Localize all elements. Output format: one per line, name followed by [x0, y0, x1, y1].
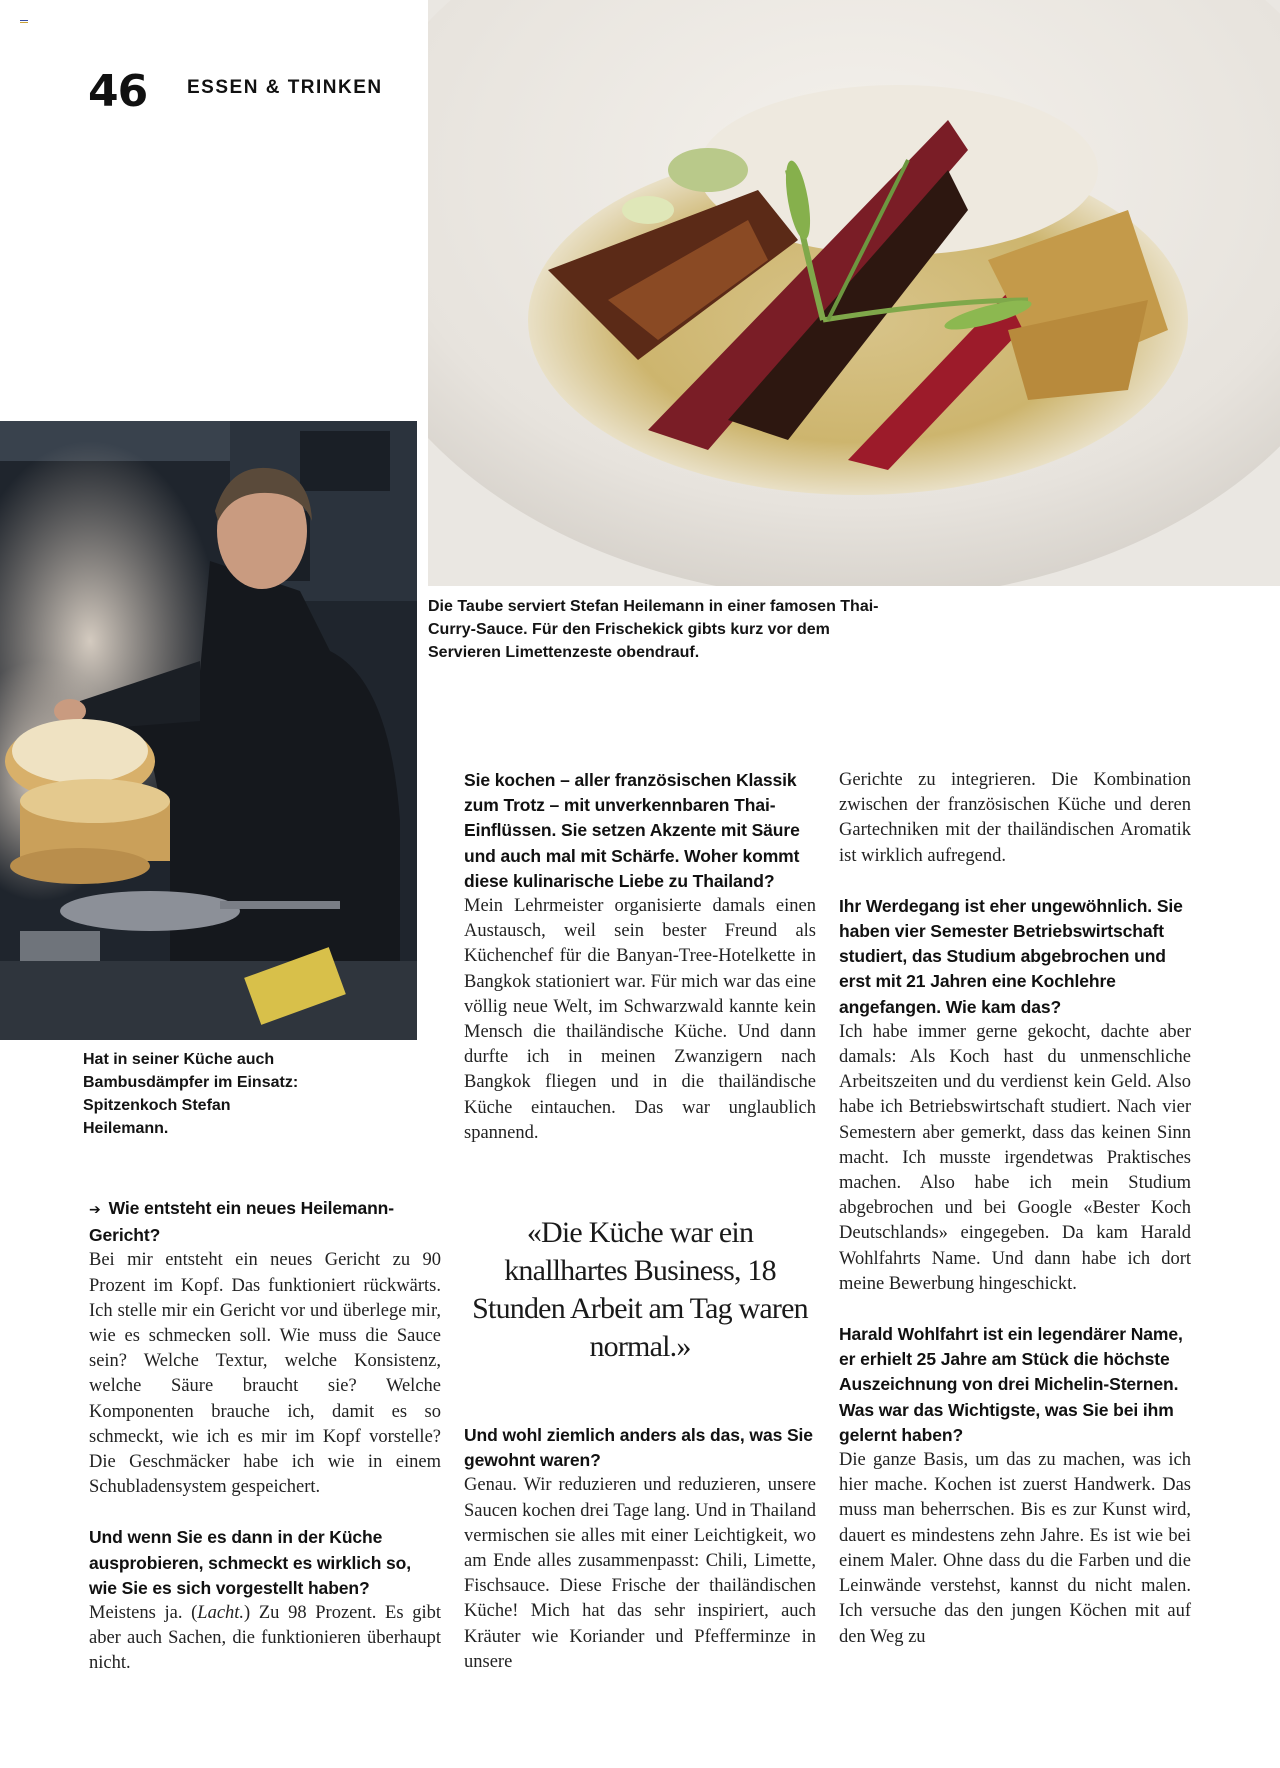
- interview-question: Und wohl ziemlich anders als das, was Sie gewohnt waren?: [464, 1425, 813, 1471]
- interview-answer: Ich habe immer gerne gekocht, dachte aber damals: Als Koch hast du unmenschliche Arbeitszeiten und du verdienst kein Geld. Also habe ich Betriebswirtschaft studiert. Nach vier Semestern aber gemerkt, dass das keinen Sinn macht. Ich musste irgendetwas Praktisches machen. Also habe ich mein Studium abgebrochen und bei Google «Bester Koch Deutschlands» eingegeben. Da kam Harald Wohlfahrts Name. Und dann habe ich dort meine Bewerbung hingeschickt.: [839, 1021, 1191, 1294]
- pull-quote: «Die Küche war ein knallhartes Business, 18 Stunden Arbeit am Tag waren normal.»: [472, 1216, 808, 1363]
- registration-mark: [20, 20, 28, 25]
- interview-question: ➔ Wie entsteht ein neues Heilemann-Gericht?: [89, 1198, 394, 1246]
- interview-question: Harald Wohlfahrt ist ein legendärer Name, er erhielt 25 Jahre am Stück die höchste Auszeichnung von drei Michelin-Sternen. Was war das Wichtigste, was Sie bei ihm gelernt haben?: [839, 1324, 1183, 1445]
- article-column-2-continued: [464, 1423, 816, 1675]
- interview-answer: Gerichte zu integrieren. Die Kombination zwischen der französischen Küche und deren Gartechniken mit der thailändischen Aromatik ist wirklich aufregend.: [839, 770, 1191, 866]
- dish-photo-caption: Die Taube serviert Stefan Heilemann in einer famosen Thai-Curry-Sauce. Für den Frischekick gibts kurz vor dem Servieren Limettenzeste obendrauf.: [428, 598, 879, 661]
- interview-answer: Bei mir entsteht ein neues Gericht zu 90 Prozent im Kopf. Das funktioniert rückwärts. Ich stelle mir ein Gericht vor und überlege mir, wie es schmecken soll. Wie muss die Sauce sein? Welche Textur, welche Konsistenz, welche Säure braucht sie? Welche Komponenten brauche ich, damit es so schmeckt, wie ich es mir im Kopf vorstelle? Die Geschmäcker habe ich wie in einem Schubladensystem gespeichert.: [89, 1250, 441, 1498]
- interview-question: Und wenn Sie es dann in der Küche ausprobieren, schmeckt es wirklich so, wie Sie es sich vorgestellt haben?: [89, 1527, 412, 1598]
- interview-question: Sie kochen – aller französischen Klassik zum Trotz – mit unverkennbaren Thai-Einflüssen. Sie setzen Akzente mit Säure und auch mal mit Schärfe. Woher kommt diese kulinarische Liebe zu Thailand?: [464, 770, 800, 891]
- interview-answer: Meistens ja. (Lacht.) Zu 98 Prozent. Es gibt aber auch Sachen, die funktionieren überhaupt nicht.: [89, 1603, 442, 1674]
- interview-answer: Die ganze Basis, um das zu machen, was ich hier mache. Kochen ist zuerst Handwerk. Das muss man beherrschen. Bis es zur Kunst wird, dauert es mindestens zehn Jahre. Es ist wie bei einem Maler. Ohne dass du die Farben und die Leinwände verstehst, kannst du nicht malen. Ich versuche das den jungen Köchen mit auf den Weg zu: [839, 1450, 1191, 1647]
- article-column-1: [89, 1196, 441, 1677]
- interview-question: Ihr Werdegang ist eher ungewöhnlich. Sie haben vier Semester Betriebswirtschaft studiert, das Studium abgebrochen und erst mit 21 Jahren eine Kochlehre angefangen. Wie kam das?: [839, 895, 1183, 1017]
- chef-photo: [0, 421, 417, 1040]
- interview-answer: Genau. Wir reduzieren und reduzieren, unsere Saucen kochen drei Tage lang. Und in Thailand vermischen sie alles mit einer Leichtigkeit, wo am Ende alles zusammenpasst: Chili, Limette, Fischsauce. Diese Frische der thailändischen Küche! Mich hat das sehr inspiriert, auch Kräuter wie Koriander und Pfefferminze in unsere: [464, 1475, 816, 1672]
- arrow-right-icon: ➔: [89, 1202, 101, 1218]
- interview-answer: Mein Lehrmeister organisierte damals einen Austausch, weil sein bester Freund als Küchenchef für die Banyan-Tree-Hotelkette in Bangkok stationiert war. Für mich war das eine völlig neue Welt, im Schwarzwald kannte kein Mensch die thailändische Küche. Und dann durfte ich in meinen Zwanzigern nach Bangkok fliegen und in die thailändische Küche eintauchen. Das war unglaublich spannend.: [464, 896, 816, 1143]
- section-title: ESSEN & TRINKEN: [187, 77, 383, 98]
- article-column-3: [839, 768, 1191, 1650]
- article-column-2: [464, 768, 816, 1146]
- chef-photo-caption: Hat in seiner Küche auch Bambusdämpfer im Einsatz: Spitzenkoch Stefan Heilemann.: [83, 1051, 299, 1137]
- dish-photo: [428, 0, 1280, 586]
- page-number: 46: [88, 66, 148, 117]
